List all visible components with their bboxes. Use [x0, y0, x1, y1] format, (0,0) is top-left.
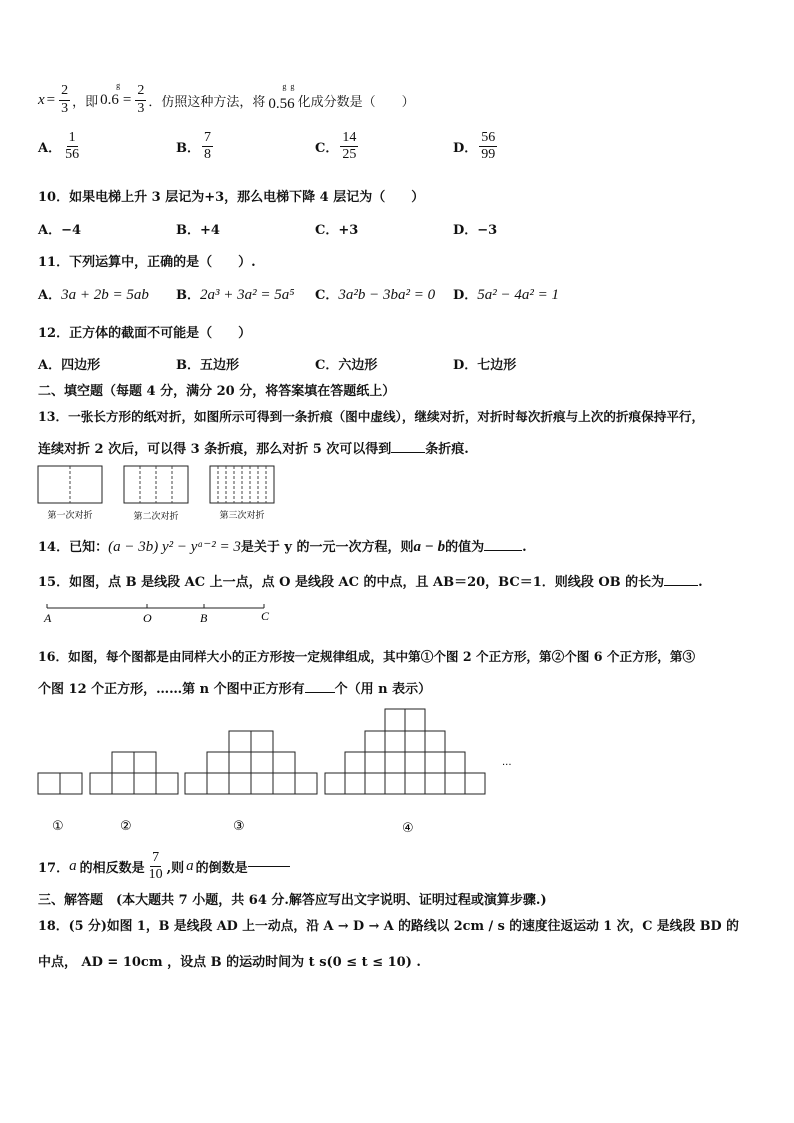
pattern-figure-3 [185, 731, 317, 794]
q16-line-1: 16．如图，每个图都是由同样大小的正方形按一定规律组成，其中第①个图 2 个正方形，第②个图 6 个正方形，第③ [38, 649, 696, 664]
q14-stem: 14．已知：(a − 3b) y² − yᵃ⁻² = 3是关于 y 的一元一次方程，则a − b的值为 . [38, 539, 527, 555]
q9-option-c-fraction: $\frac{14}{25}$ [342, 130, 357, 163]
q11-stem: 11．下列运算中，正确的是（ ）. [38, 255, 256, 270]
q9-text-ji: ，即 [72, 94, 99, 110]
q14-a-minus-b: a − b [413, 539, 446, 555]
q9-equals: = [46, 91, 56, 108]
q14-answer-blank[interactable] [484, 550, 522, 551]
q10-option-c[interactable]: C．+3 [315, 223, 359, 238]
q12-option-a[interactable]: A．四边形 [38, 358, 101, 373]
q9-text-end: 化成分数是（ ） [297, 94, 415, 110]
q14-equation: (a − 3b) y² − yᵃ⁻² = 3 [108, 539, 241, 555]
point-c-label: C [261, 609, 270, 623]
q9-fraction-2: $\frac{2}{3}$ [137, 83, 145, 116]
q9-fraction-1: $\frac{2}{3}$ [61, 83, 69, 116]
q9-option-b[interactable]: B． $\frac{7}{8}$ [176, 130, 211, 163]
point-b-label: B [200, 611, 208, 625]
q12-option-c[interactable]: C．六边形 [315, 358, 378, 373]
q16-line-2: 个图 12 个正方形，……第 n 个图中正方形有 个（用 n 表示） [38, 682, 432, 697]
q13-fold-figure [36, 463, 286, 523]
q9-option-b-fraction: $\frac{7}{8}$ [204, 130, 211, 163]
q17-fraction: $\frac{7}{10}$ [148, 850, 163, 883]
pattern-figure-1 [38, 773, 82, 794]
q9-var-x: x [38, 91, 45, 108]
q17-var-a-2: a [186, 858, 194, 875]
q12-option-b[interactable]: B．五边形 [176, 358, 239, 373]
fold-3-rect [210, 466, 274, 503]
q18-line-2: 中点， AD = 10cm ，设点 B 的运动时间为 t s(0 ≤ t ≤ 10) . [38, 955, 421, 970]
q10-option-a[interactable]: A．−4 [38, 223, 82, 238]
pattern-label-1: ① [52, 819, 64, 834]
q13-line-2: 连续对折 2 次后，可以得 3 条折痕，那么对折 5 次可以得到 条折痕. [38, 442, 469, 457]
q17-stem: 17． a 的相反数是 $\frac{7}{10}$ ,则 a 的倒数是 [38, 850, 290, 883]
point-o-label: O [143, 611, 152, 625]
q10-option-b[interactable]: B．+4 [176, 223, 220, 238]
pattern-figure-2 [90, 752, 178, 794]
q12-option-d[interactable]: D．七边形 [453, 358, 517, 373]
q9-option-c[interactable]: C． $\frac{14}{25}$ [315, 130, 357, 163]
q11-option-c[interactable]: C．3a²b − 3ba² = 0 [315, 287, 436, 303]
pattern-figure-4 [325, 709, 485, 794]
q16-square-pattern-figure [30, 700, 530, 840]
q9-option-a[interactable]: A． $\frac{1}{56}$ [38, 130, 80, 163]
q15-segment-figure [36, 600, 276, 626]
q17-answer-blank[interactable] [248, 866, 290, 867]
q15-stem: 15．如图，点 B 是线段 AC 上一点，点 O 是线段 AC 的中点，且 AB＝20，BC＝1．则线段 OB 的长为 . [38, 575, 703, 590]
pattern-label-3: ③ [233, 819, 245, 834]
q15-answer-blank[interactable] [664, 585, 698, 586]
q10-stem: 10．如果电梯上升 3 层记为+3，那么电梯下降 4 层记为（ ） [38, 190, 425, 205]
q9-option-d[interactable]: D． $\frac{56}{99}$ [453, 130, 496, 163]
q16-answer-blank[interactable] [305, 692, 335, 693]
section-3-heading: 三、解答题 (本大题共 7 小题，共 64 分.解答应写出文字说明、证明过程或演算步骤.) [38, 893, 547, 908]
fold-1-label: 第一次对折 [47, 511, 93, 521]
fold-3-label: 第三次对折 [219, 511, 265, 521]
point-a-label: A [44, 611, 52, 625]
q9-text-mid: ．仿照这种方法，将 [148, 94, 266, 110]
pattern-ellipsis: ··· [502, 760, 512, 771]
q9-repeating-decimal: g 0.6 [100, 80, 121, 108]
fold-2-rect [124, 466, 188, 503]
fold-1-rect [38, 466, 102, 503]
pattern-label-2: ② [120, 819, 132, 834]
q10-option-d[interactable]: D．−3 [453, 223, 498, 238]
q13-answer-blank[interactable] [391, 452, 425, 453]
q12-stem: 12．正方体的截面不可能是（ ） [38, 326, 252, 341]
q13-line-1: 13．一张长方形的纸对折，如图所示可得到一条折痕（图中虚线），继续对折，对折时每次折痕与上次的折痕保持平行， [38, 409, 705, 424]
section-2-heading: 二、填空题（每题 4 分，满分 20 分，将答案填在答题纸上） [38, 384, 396, 399]
q18-line-1: 18．(5 分)如图 1，B 是线段 AD 上一动点，沿 A → D → A 的路线以 2cm / s 的速度往返运动 1 次，C 是线段 BD 的 [38, 919, 739, 934]
q11-option-b[interactable]: B．2a³ + 3a² = 5a⁵ [176, 287, 295, 303]
fold-2-label: 第二次对折 [133, 512, 179, 522]
q9-option-a-fraction: $\frac{1}{56}$ [65, 130, 80, 163]
q17-var-a: a [69, 858, 77, 875]
q11-option-d[interactable]: D．5a² − 4a² = 1 [453, 287, 560, 303]
q9-stem: x = $\frac{2}{3}$ ，即 g 0.6 = $\frac{2}{3}$ ．仿照这种方法，将 g g 0.56 化成分数是（ ） [38, 80, 415, 116]
q9-repeating-decimal-2: g g 0.56 [268, 81, 296, 112]
q9-option-d-fraction: $\frac{56}{99}$ [481, 130, 496, 163]
pattern-label-4: ④ [402, 821, 414, 836]
q11-option-a[interactable]: A．3a + 2b = 5ab [38, 287, 149, 303]
